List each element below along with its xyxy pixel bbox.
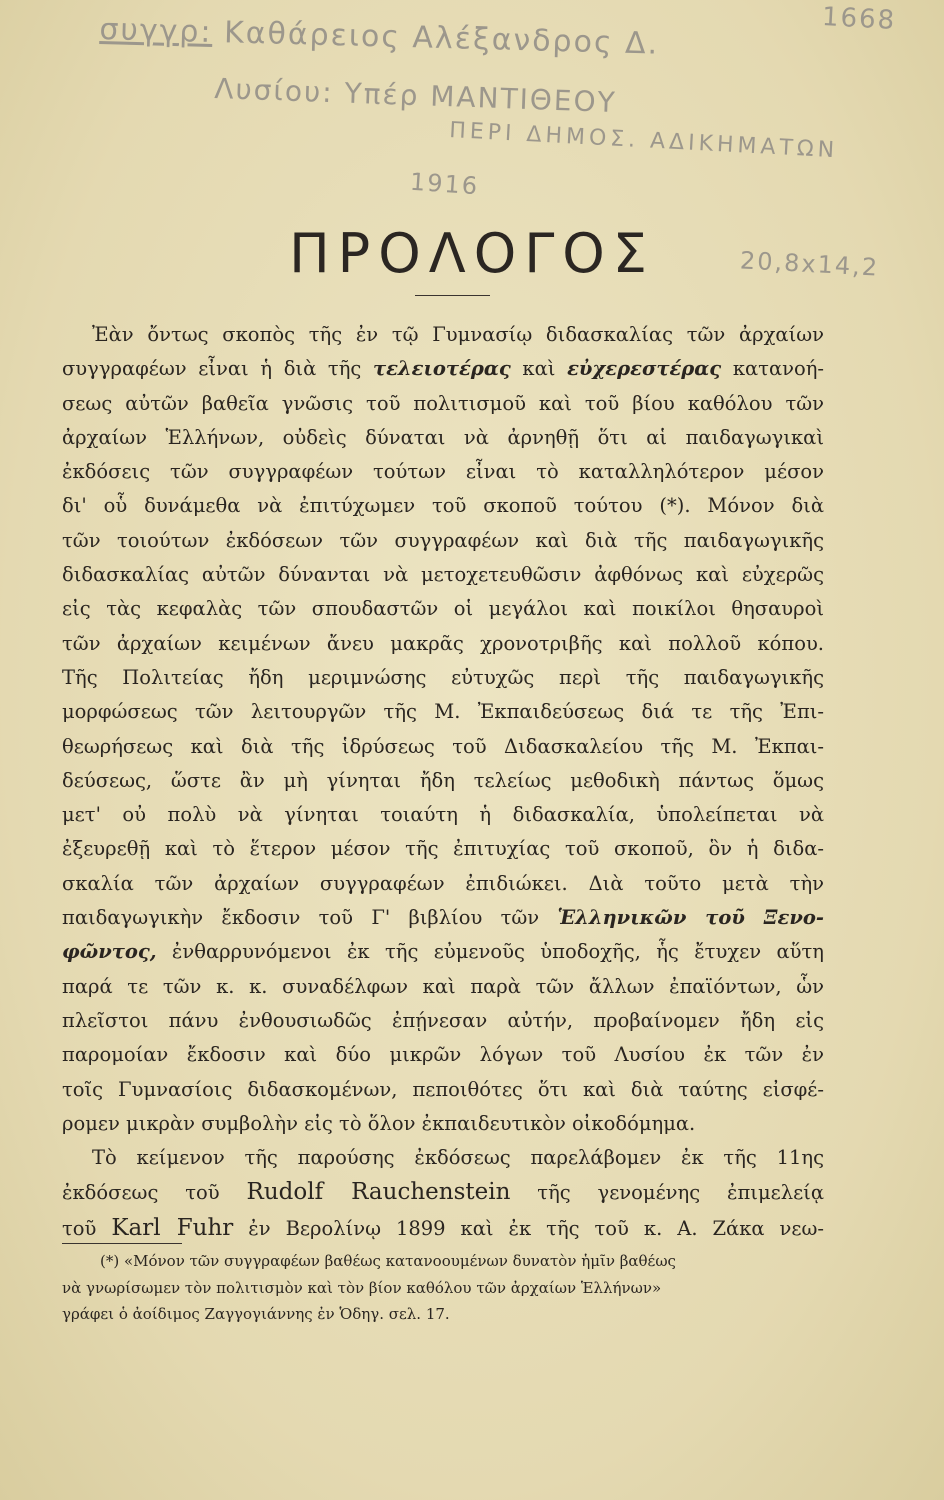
text-line: τῶν ἀρχαίων κειμένων ἄνευ μακρᾶς χρονοτριβῆς καὶ πολλοῦ κόπου. bbox=[62, 631, 824, 655]
text-line: μετ' οὐ πολὺ νὰ γίνηται τοιαύτη ἡ διδασκαλία, ὑπολείπεται νὰ bbox=[62, 803, 824, 827]
text-line: σκαλία τῶν ἀρχαίων συγγραφέων ἐπιδιώκει. Διὰ τοῦτο μετὰ τὴν bbox=[62, 871, 824, 895]
handwritten-title-note: Λυσίου: Υπέρ ΜΑΝΤΙΘΕΟΥ bbox=[213, 72, 618, 120]
text-segment: συγγραφέων εἶναι ἡ διὰ τῆς bbox=[62, 357, 373, 381]
text-line: τοῖς Γυμνασίοις διδασκομένων, πεποιθότες ὅτι καὶ διὰ ταύτης εἰσφέ- bbox=[62, 1077, 824, 1101]
latin-name: Karl Fuhr bbox=[111, 1214, 234, 1241]
text-line: Τὸ κείμενον τῆς παρούσης ἐκδόσεως παρελάβομεν ἐκ τῆς 11ης bbox=[92, 1146, 824, 1170]
footnote-line: (*) «Μόνον τῶν συγγραφέων βαθέως κατανοουμένων δυνατὸν ἡμῖν βαθέως bbox=[100, 1252, 676, 1270]
text-line bbox=[62, 352, 824, 386]
handwritten-dimensions: 20,8x14,2 bbox=[739, 246, 880, 282]
text-segment: τοῦ bbox=[62, 1216, 112, 1240]
title-divider bbox=[415, 295, 490, 296]
handwritten-subtitle-note: ΠΕΡΙ ΔΗΜΟΣ. ΑΔΙΚΗΜΑΤΩΝ bbox=[448, 118, 839, 164]
text-segment: ἐν Βερολίνῳ 1899 καὶ ἐκ τῆς τοῦ κ. Α. Ζάκα νεω- bbox=[233, 1216, 825, 1240]
text-line bbox=[62, 1175, 824, 1210]
text-line: παρομοίαν ἔκδοσιν καὶ δύο μικρῶν λόγων τοῦ Λυσίου ἐκ τῶν ἐν bbox=[62, 1043, 824, 1067]
text-segment: καὶ bbox=[510, 357, 568, 381]
text-line: δεύσεως, ὥστε ἂν μὴ γίνηται ἤδη τελείως μεθοδικὴ πάντως ὅμως bbox=[62, 768, 824, 792]
text-line: Τῆς Πολιτείας ἤδη μεριμνώσης εὐτυχῶς περὶ τῆς παιδαγωγικῆς bbox=[62, 665, 824, 689]
footnote-divider bbox=[62, 1243, 182, 1244]
text-line: ἀρχαίων Ἑλλήνων, οὐδεὶς δύναται νὰ ἀρνηθῇ ὅτι αἱ παιδαγωγικαὶ bbox=[62, 425, 824, 449]
text-line: διδασκαλίας αὐτῶν δύνανται νὰ μετοχετευθῶσιν ἀφθόνως καὶ εὐχερῶς bbox=[62, 563, 824, 587]
text-line: ἐκδόσεις τῶν συγγραφέων τούτων εἶναι τὸ καταλληλότερον μέσον bbox=[62, 460, 824, 484]
handwritten-catalog-number: 1668 bbox=[821, 2, 897, 36]
text-segment: τῆς γενομένης ἐπιμελείᾳ bbox=[510, 1181, 824, 1205]
text-line: ἐξευρεθῇ καὶ τὸ ἕτερον μέσον τῆς ἐπιτυχίας τοῦ σκοποῦ, ὃν ἡ διδα- bbox=[62, 837, 824, 861]
text-line: πλεῖστοι πάνυ ἐνθουσιωδῶς ἐπῄνεσαν αὐτήν, προβαίνομεν ἤδη εἰς bbox=[62, 1008, 824, 1032]
handwritten-year: 1916 bbox=[409, 167, 480, 201]
text-line: μορφώσεως τῶν λειτουργῶν τῆς Μ. Ἐκπαιδεύσεως διά τε τῆς Ἐπι- bbox=[62, 700, 824, 724]
text-line: ρομεν μικρὰν συμβολὴν εἰς τὸ ὅλον ἐκπαιδευτικὸν οἰκοδόμημα. bbox=[62, 1111, 696, 1135]
text-line: δι' οὗ δυνάμεθα νὰ ἐπιτύχωμεν τοῦ σκοποῦ τούτου (*). Μόνον διὰ bbox=[62, 494, 824, 518]
footnote-line: νὰ γνωρίσωμεν τὸν πολιτισμὸν καὶ τὸν βίον καθόλου τῶν ἀρχαίων Ἑλλήνων» bbox=[62, 1278, 662, 1297]
text-segment: παιδαγωγικὴν ἔκδοσιν τοῦ Γ' βιβλίου τῶν bbox=[62, 906, 558, 930]
page-title: ΠΡΟΛΟΓΟΣ bbox=[289, 222, 655, 285]
text-line: παρά τε τῶν κ. κ. συναδέλφων καὶ παρὰ τῶν ἄλλων ἐπαϊόντων, ὧν bbox=[62, 974, 824, 998]
text-segment: ἐνθαρρυνόμενοι ἐκ τῆς εὐμενοῦς ὑποδοχῆς, ἧς ἔτυχεν αὕτη bbox=[156, 940, 824, 964]
emphasis-text: εὐχερεστέρας bbox=[567, 357, 722, 381]
text-line bbox=[62, 901, 824, 935]
text-line: σεως αὐτῶν βαθεῖα γνῶσις τοῦ πολιτισμοῦ καὶ τοῦ βίου καθόλου τῶν bbox=[62, 391, 824, 415]
text-line: εἰς τὰς κεφαλὰς τῶν σπουδαστῶν οἱ μεγάλοι καὶ ποικίλοι θησαυροὶ bbox=[62, 597, 824, 621]
text-segment: ἐκδόσεως τοῦ bbox=[62, 1181, 247, 1205]
text-line: θεωρήσεως καὶ διὰ τῆς ἱδρύσεως τοῦ Διδασκαλείου τῆς Μ. Ἐκπαι- bbox=[62, 734, 824, 758]
latin-name: Rudolf Rauchenstein bbox=[246, 1179, 511, 1206]
emphasis-text: τελειοτέρας bbox=[372, 357, 511, 381]
footnote-line: γράφει ὁ ἀοίδιμος Ζαγγογιάννης ἐν Ὁδηγ. σελ. 17. bbox=[62, 1305, 450, 1323]
handwritten-author-note bbox=[99, 12, 660, 62]
text-line: τῶν τοιούτων ἐκδόσεων τῶν συγγραφέων καὶ διὰ τῆς παιδαγωγικῆς bbox=[62, 528, 824, 552]
emphasis-text: φῶντος, bbox=[62, 940, 157, 964]
emphasis-text: Ἑλληνικῶν τοῦ Ξενο- bbox=[557, 906, 824, 930]
handwritten-label: συγγρ: bbox=[99, 12, 213, 50]
prologue-body bbox=[62, 318, 824, 1246]
text-line bbox=[62, 935, 824, 969]
text-line bbox=[62, 1211, 824, 1246]
text-line: Ἐὰν ὄντως σκοπὸς τῆς ἐν τῷ Γυμνασίῳ διδασκαλίας τῶν ἀρχαίων bbox=[92, 323, 824, 346]
handwritten-author: Καθάρειος Αλέξανδρος Δ. bbox=[223, 15, 660, 62]
footnote bbox=[62, 1248, 842, 1328]
text-segment: κατανοή- bbox=[721, 357, 824, 381]
